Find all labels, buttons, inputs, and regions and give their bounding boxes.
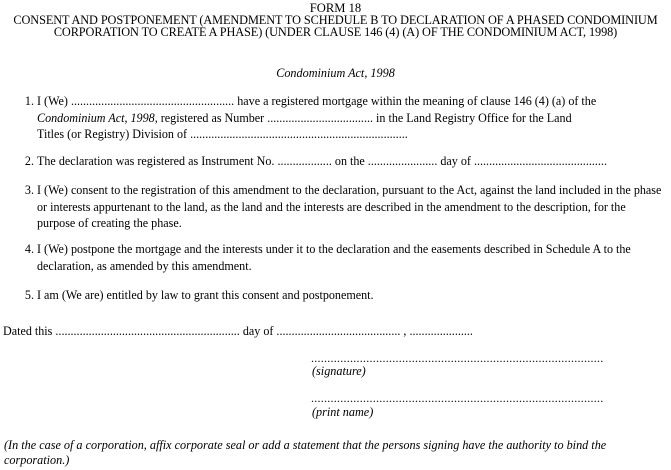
clause-number: 3.: [24, 183, 34, 197]
clause-number: 2.: [24, 154, 34, 168]
clause-text: [37, 93, 665, 143]
form-number: FORM 18: [309, 1, 362, 15]
print-name-field: ..........................................................................................: [311, 391, 604, 405]
clause-text: The declaration was registered as Instrument No. .................. on the ....................... day of ............................................: [37, 154, 607, 168]
clause-1-line-3: Titles (or Registry) Division of ........................................................................: [37, 127, 408, 142]
clause-text: I (We) consent to the registration of this amendment to the declaration, pursuant to the Act, against the land included in the phase or interests appurtenant to the land, as the land and the interests are described in the amendment to the description, for the purpose of creating the phase.: [37, 183, 662, 231]
corporation-footnote: (In the case of a corporation, affix corporate seal or add a statement that the persons signing have the authority to bind the corporation.): [4, 438, 607, 467]
clause-1-line-1: I (We) ...................................................... have a registered mortgage within the meaning of clause 146 (4) (a) of the: [37, 94, 597, 108]
clause-1-line-2: , registered as Number ................................... in the Land Registry Office for the Land: [154, 110, 572, 125]
clause-number: 1.: [24, 94, 34, 108]
signature-label: (signature): [312, 364, 366, 378]
clause-text: I am (We are) entitled by law to grant this consent and postponement.: [37, 288, 374, 302]
act-subtitle: Condominium Act, 1998: [276, 66, 395, 80]
dated-line: Dated this ............................................................. day of ......................................... , .....................: [3, 324, 473, 338]
clause-text: I (We) postpone the mortgage and the interests under it to the declaration and the easements described in Schedule A to the declaration, as amended by this amendment.: [37, 242, 631, 273]
clause-number: 5.: [24, 288, 34, 302]
clause-number: 4.: [24, 242, 34, 256]
print-name-label: (print name): [312, 405, 374, 419]
form-title: CONSENT AND POSTPONEMENT (AMENDMENT TO SCHEDULE B TO DECLARATION OF A PHASED CONDOMINIUM CORPORATION TO CREATE A PHASE) (UNDER CLAUSE 146 (4) (A) OF THE CONDOMINIUM ACT, 1998): [13, 13, 658, 40]
act-name: Condominium Act, 1998: [37, 110, 155, 125]
signature-field: ..........................................................................................: [311, 351, 604, 365]
